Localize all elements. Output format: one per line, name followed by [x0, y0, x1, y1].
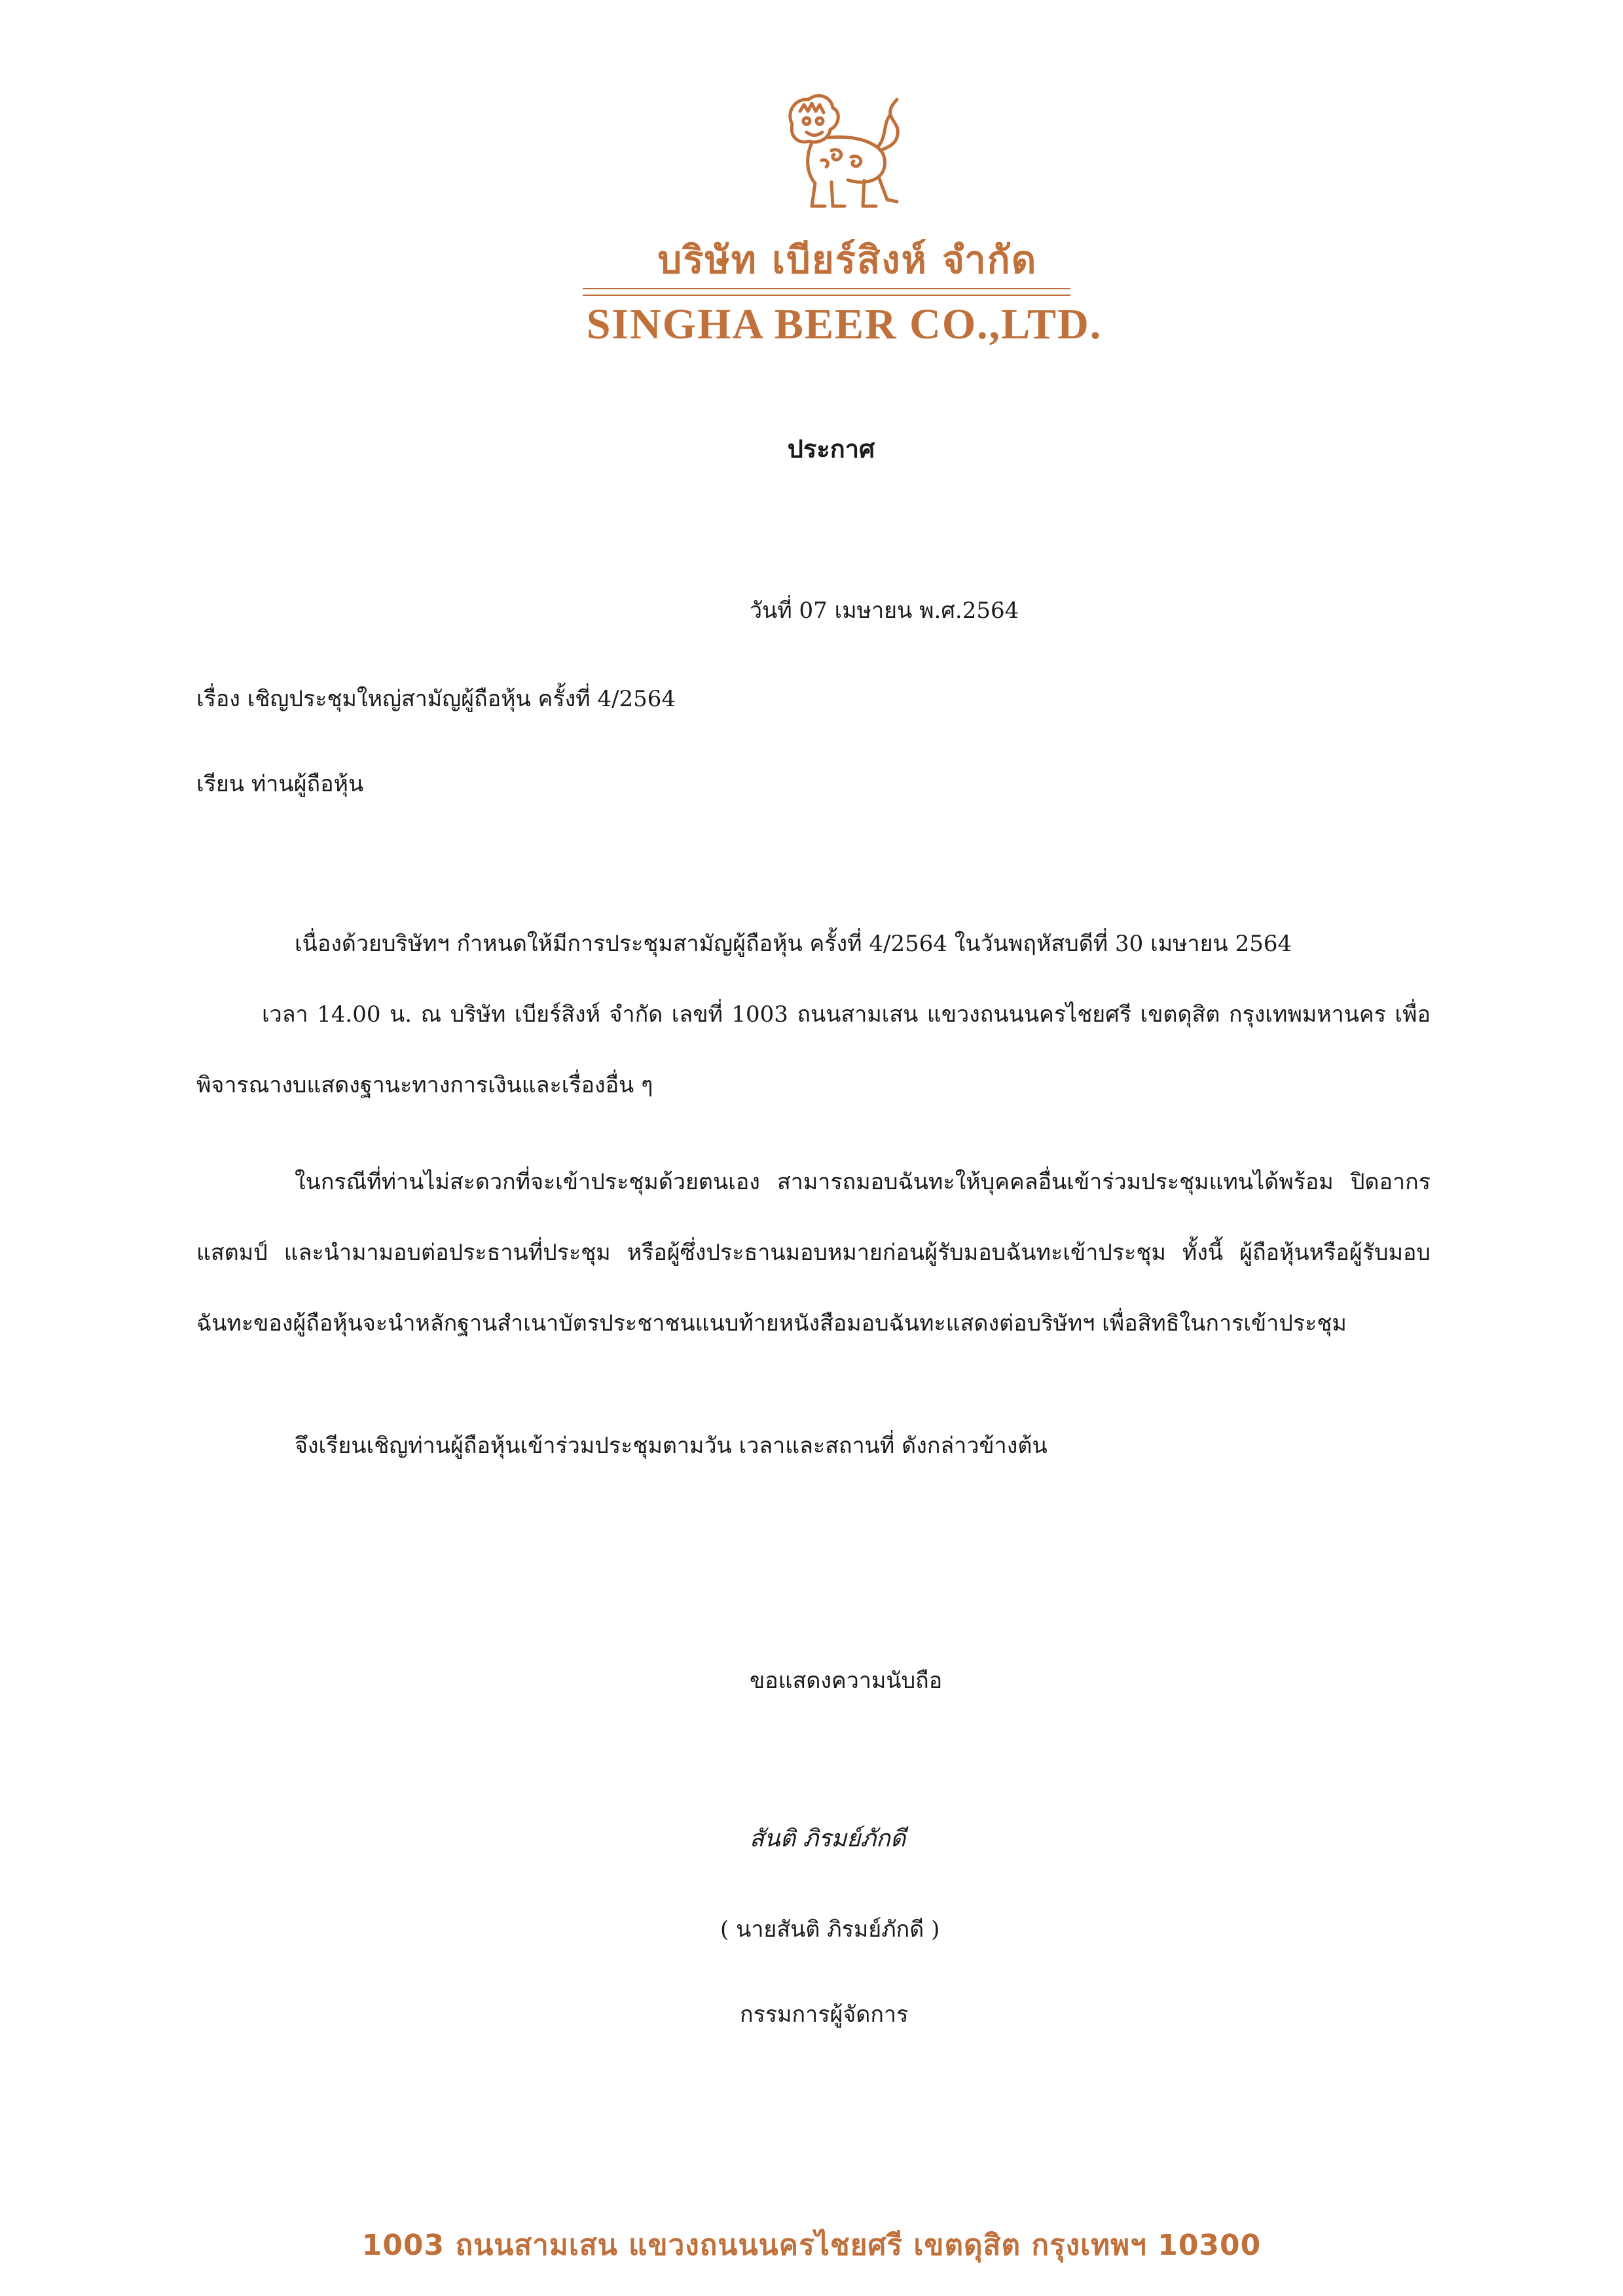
singha-lion-icon	[766, 85, 910, 216]
company-name-thai: บริษัท เบียร์สิงห์ จำกัด	[657, 238, 1038, 282]
footer-address: 1003 ถนนสามเสน แขวงถนนนครไชยศรี เขตดุสิต กรุงเทพฯ 10300	[361, 2229, 1262, 2262]
body-paragraph-1: เนื่องด้วยบริษัทฯ กำหนดให้มีการประชุมสามัญผู้ถือหุ้น ครั้งที่ 4/2564 ในวันพฤหัสบดีที่ 30 เมษายน 2564	[295, 931, 1292, 957]
signature: สันติ ภิรมย์ภักดี	[750, 1825, 906, 1852]
closing-phrase: ขอแสดงความนับถือ	[750, 1668, 943, 1694]
salutation: เรียน ท่านผู้ถือหุ้น	[196, 771, 364, 797]
body-paragraph-3: ในกรณีที่ท่านไม่สะดวกที่จะเข้าประชุมด้วยตนเอง สามารถมอบฉันทะให้บุคคลอื่นเข้าร่วมประชุมแทนได้พร้อม ปิดอากรแสตมป์ และนำมามอบต่อประธานที่ประชุม หรือผู้ซึ่งประธานมอบหมายก่อนผู้รับมอบฉันทะเข้าประชุม ทั้งนี้ ผู้ถือหุ้นหรือผู้รับมอบฉันทะของผู้ถือหุ้นจะนำหลักฐานสำเนาบัตรประชาชนแนบท้ายหนังสือมอบฉันทะแสดงต่อบริษัทฯ เพื่อสิทธิในการเข้าประชุม	[196, 1169, 1431, 1336]
letterhead-divider	[583, 288, 1070, 296]
body-paragraph-2: เวลา 14.00 น. ณ บริษัท เบียร์สิงห์ จำกัด เลขที่ 1003 ถนนสามเสน แขวงถนนนครไชยศรี เขตดุสิต กรุงเทพมหานคร เพื่อพิจารณางบแสดงฐานะทางการเงินและเรื่องอื่น ๆ	[196, 1001, 1431, 1098]
company-name-english: SINGHA BEER CO.,LTD.	[586, 300, 1103, 348]
body-paragraph-4: จึงเรียนเชิญท่านผู้ถือหุ้นเข้าร่วมประชุมตามวัน เวลาและสถานที่ ดังกล่าวข้างต้น	[295, 1433, 1048, 1459]
signer-name: ( นายสันติ ภิรมย์ภักดี )	[720, 1916, 940, 1943]
signer-title: กรรมการผู้จัดการ	[740, 2001, 909, 2028]
document-date: วันที่ 07 เมษายน พ.ศ.2564	[750, 598, 1019, 624]
document-subject: เรื่อง เชิญประชุมใหญ่สามัญผู้ถือหุ้น ครั้งที่ 4/2564	[196, 686, 676, 712]
document-heading: ประกาศ	[787, 434, 875, 463]
